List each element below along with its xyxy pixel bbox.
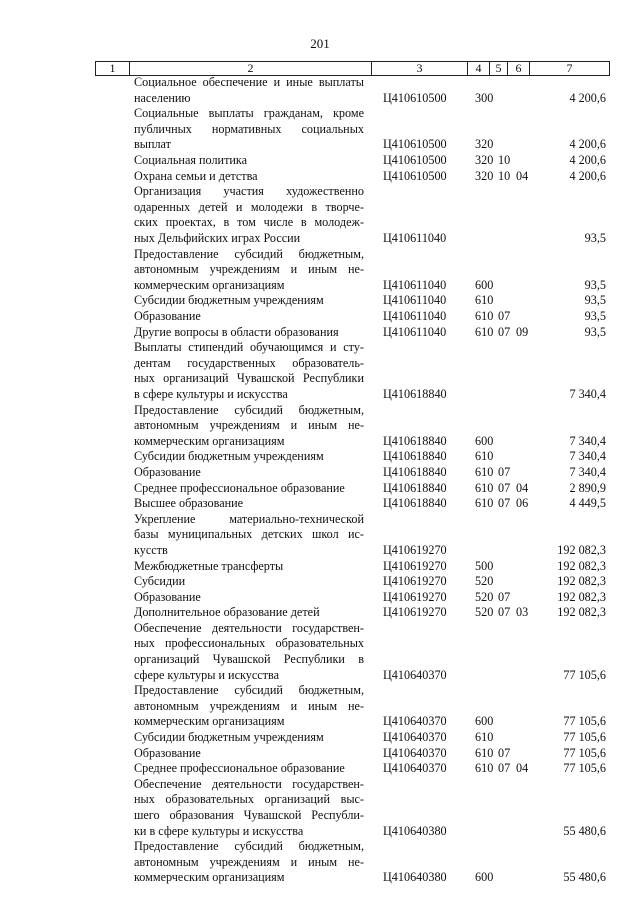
row-name-line: Укрепление материально-технической [134, 511, 364, 526]
row-name-line: населению [134, 90, 191, 105]
row-name-line: ных образовательных организаций выс- [134, 792, 364, 807]
row-sum: 4 449,5 [569, 496, 606, 511]
row-subsection: 04 [516, 168, 529, 183]
row-name [134, 449, 364, 465]
row-code: Ц410618840 [383, 386, 447, 401]
row-name [134, 761, 364, 777]
row-expense-type: 320 [475, 168, 494, 183]
row-name [134, 465, 364, 481]
row-code: Ц410610500 [383, 152, 447, 167]
row-sum: 4 200,6 [569, 137, 606, 152]
row-name-line: ных профессиональных образовательных [134, 636, 364, 651]
row-expense-type: 610 [475, 324, 494, 339]
row-name-line: автономным учреждениям и иным не- [134, 698, 364, 713]
row-expense-type: 610 [475, 480, 494, 495]
row-expense-type: 500 [475, 558, 494, 573]
row-name-line: Предоставление субсидий бюджетным, [134, 839, 364, 854]
row-section: 07 [498, 464, 511, 479]
table-row [0, 761, 640, 777]
header-col-7: 7 [529, 62, 610, 75]
row-name [134, 512, 364, 559]
row-code: Ц410610500 [383, 168, 447, 183]
row-sum: 192 082,3 [557, 558, 606, 573]
row-name-line: организаций Чувашской Республики в [134, 652, 364, 667]
row-code: Ц410611040 [383, 277, 447, 292]
table-row [0, 574, 640, 590]
table-row [0, 340, 640, 402]
row-code: Ц410640370 [383, 730, 447, 745]
table-row [0, 293, 640, 309]
row-section: 07 [498, 605, 511, 620]
row-name-line: Среднее профессиональное образование [134, 480, 345, 495]
row-sum: 55 480,6 [563, 870, 606, 885]
row-sum: 77 105,6 [563, 761, 606, 776]
row-name-line: Обеспечение деятельности государствен- [134, 620, 364, 635]
row-sum: 192 082,3 [557, 605, 606, 620]
table-body [0, 75, 640, 886]
row-name-line: ки в сфере культуры и искусства [134, 823, 304, 838]
table-row [0, 75, 640, 106]
table-row [0, 325, 640, 341]
row-name-line: выплат [134, 137, 171, 152]
row-name [134, 293, 364, 309]
row-code: Ц410618840 [383, 433, 447, 448]
table-row [0, 605, 640, 621]
table-row [0, 730, 640, 746]
row-sum: 77 105,6 [563, 730, 606, 745]
row-section: 07 [498, 761, 511, 776]
row-code: Ц410619270 [383, 605, 447, 620]
row-name-line: Среднее профессиональное образование [134, 761, 345, 776]
row-sum: 4 200,6 [569, 90, 606, 105]
row-code: Ц410640370 [383, 761, 447, 776]
row-name-line: базы муниципальных детских школ ис- [134, 527, 364, 542]
row-name [134, 746, 364, 762]
row-name-line: Обеспечение деятельности государствен- [134, 776, 364, 791]
row-section: 10 [498, 152, 511, 167]
table-row [0, 621, 640, 683]
row-name [134, 621, 364, 683]
row-expense-type: 600 [475, 714, 494, 729]
row-name-line: ных организаций Чувашской Республики [134, 371, 364, 386]
row-section: 10 [498, 168, 511, 183]
row-code: Ц410610500 [383, 90, 447, 105]
row-name-line: Образование [134, 308, 201, 323]
row-code: Ц410619270 [383, 574, 447, 589]
row-sum: 7 340,4 [569, 433, 606, 448]
row-code: Ц410618840 [383, 496, 447, 511]
header-col-5: 5 [489, 62, 507, 75]
table-row [0, 247, 640, 294]
row-name [134, 403, 364, 450]
row-code: Ц410619270 [383, 542, 447, 557]
row-name-line: дентам государственных образователь- [134, 355, 364, 370]
row-name [134, 559, 364, 575]
row-name [134, 309, 364, 325]
row-name-line: Высшее образование [134, 496, 244, 511]
row-section: 07 [498, 480, 511, 495]
row-name-line: в сфере культуры и искусства [134, 386, 288, 401]
row-expense-type: 610 [475, 293, 494, 308]
row-sum: 93,5 [584, 324, 606, 339]
row-sum: 192 082,3 [557, 574, 606, 589]
header-col-4: 4 [467, 62, 489, 75]
row-sum: 77 105,6 [563, 714, 606, 729]
row-expense-type: 320 [475, 137, 494, 152]
row-name-line: шего образования Чувашской Республи- [134, 808, 364, 823]
row-subsection: 06 [516, 496, 529, 511]
row-name [134, 730, 364, 746]
row-sum: 192 082,3 [557, 589, 606, 604]
row-expense-type: 610 [475, 308, 494, 323]
row-sum: 4 200,6 [569, 168, 606, 183]
row-name-line: ских проектах, в том числе в молодеж- [134, 215, 364, 230]
header-col-1: 1 [95, 62, 129, 75]
row-name-line: коммерческим организациям [134, 870, 285, 885]
row-section: 07 [498, 745, 511, 760]
row-sum: 7 340,4 [569, 449, 606, 464]
row-name-line: кусств [134, 542, 168, 557]
row-code: Ц410619270 [383, 589, 447, 604]
row-name-line: Предоставление субсидий бюджетным, [134, 402, 364, 417]
row-sum: 7 340,4 [569, 386, 606, 401]
row-sum: 93,5 [584, 308, 606, 323]
row-name-line: Социальное обеспечение и иные выплаты [134, 75, 364, 89]
row-name [134, 839, 364, 886]
row-name-line: Охрана семьи и детства [134, 168, 258, 183]
page-number: 201 [310, 36, 330, 51]
row-name [134, 169, 364, 185]
row-sum: 192 082,3 [557, 542, 606, 557]
row-name [134, 605, 364, 621]
row-name-line: Образование [134, 589, 201, 604]
row-name [134, 325, 364, 341]
row-name [134, 247, 364, 294]
row-code: Ц410618840 [383, 449, 447, 464]
row-expense-type: 610 [475, 496, 494, 511]
row-expense-type: 600 [475, 277, 494, 292]
row-expense-type: 320 [475, 152, 494, 167]
row-code: Ц410640370 [383, 667, 447, 682]
row-name-line: Субсидии [134, 574, 186, 589]
table-row [0, 512, 640, 559]
row-name-line: сфере культуры и искусства [134, 667, 279, 682]
row-name-line: автономным учреждениям и иным не- [134, 262, 364, 277]
table-row [0, 309, 640, 325]
row-name-line: Образование [134, 464, 201, 479]
header-col-3: 3 [371, 62, 467, 75]
row-section: 07 [498, 308, 511, 323]
row-name-line: коммерческим организациям [134, 277, 285, 292]
row-sum: 93,5 [584, 293, 606, 308]
table-row [0, 590, 640, 606]
row-name-line: Дополнительное образование детей [134, 605, 320, 620]
table-row [0, 777, 640, 839]
row-name [134, 340, 364, 402]
row-sum: 77 105,6 [563, 745, 606, 760]
row-section: 07 [498, 589, 511, 604]
row-name [134, 574, 364, 590]
row-expense-type: 610 [475, 730, 494, 745]
row-expense-type: 610 [475, 761, 494, 776]
row-name-line: Другие вопросы в области образования [134, 324, 339, 339]
row-section: 07 [498, 324, 511, 339]
row-name [134, 496, 364, 512]
row-name-line: Субсидии бюджетным учреждениям [134, 293, 324, 308]
table-row [0, 169, 640, 185]
row-sum: 2 890,9 [569, 480, 606, 495]
row-name [134, 153, 364, 169]
row-name-line: Субсидии бюджетным учреждениям [134, 730, 324, 745]
row-sum: 93,5 [584, 230, 606, 245]
row-sum: 7 340,4 [569, 464, 606, 479]
row-sum: 55 480,6 [563, 823, 606, 838]
row-expense-type: 520 [475, 605, 494, 620]
row-code: Ц410611040 [383, 230, 447, 245]
row-sum: 4 200,6 [569, 152, 606, 167]
row-name-line: Социальная политика [134, 152, 248, 167]
row-name [134, 106, 364, 153]
table-row [0, 746, 640, 762]
table-header [95, 61, 610, 76]
row-name-line: коммерческим организациям [134, 714, 285, 729]
row-subsection: 04 [516, 761, 529, 776]
row-code: Ц410618840 [383, 464, 447, 479]
row-name-line: одаренных детей и молодежи в творче- [134, 199, 364, 214]
header-col-2: 2 [129, 62, 371, 75]
row-name-line: публичных нормативных социальных [134, 121, 364, 136]
row-name-line: Организация участия художественно [134, 184, 364, 199]
row-code: Ц410618840 [383, 480, 447, 495]
table-row [0, 403, 640, 450]
row-name [134, 777, 364, 839]
row-section: 07 [498, 496, 511, 511]
table-row [0, 559, 640, 575]
row-name-line: Выплаты стипендий обучающимся и сту- [134, 340, 364, 355]
row-name-line: Межбюджетные трансферты [134, 558, 284, 573]
row-name-line: Субсидии бюджетным учреждениям [134, 449, 324, 464]
table-row [0, 153, 640, 169]
row-name-line: Предоставление субсидий бюджетным, [134, 246, 364, 261]
row-code: Ц410619270 [383, 558, 447, 573]
table-row [0, 496, 640, 512]
row-expense-type: 300 [475, 90, 494, 105]
row-name-line: Предоставление субсидий бюджетным, [134, 683, 364, 698]
row-code: Ц410611040 [383, 308, 447, 323]
row-code: Ц410611040 [383, 293, 447, 308]
row-name [134, 590, 364, 606]
row-name [134, 683, 364, 730]
row-code: Ц410640380 [383, 870, 447, 885]
table-row [0, 106, 640, 153]
header-col-6: 6 [507, 62, 529, 75]
row-subsection: 03 [516, 605, 529, 620]
row-name-line: Социальные выплаты гражданам, кроме [134, 106, 364, 121]
table-row [0, 184, 640, 246]
row-name-line: ных Дельфийских играх России [134, 230, 301, 245]
row-expense-type: 520 [475, 574, 494, 589]
row-name [134, 184, 364, 246]
row-expense-type: 610 [475, 464, 494, 479]
table-row [0, 481, 640, 497]
row-name [134, 75, 364, 106]
row-expense-type: 600 [475, 870, 494, 885]
table-row [0, 683, 640, 730]
row-name-line: Образование [134, 745, 201, 760]
row-expense-type: 600 [475, 433, 494, 448]
table-row [0, 465, 640, 481]
row-code: Ц410610500 [383, 137, 447, 152]
row-code: Ц410611040 [383, 324, 447, 339]
row-name [134, 481, 364, 497]
row-subsection: 04 [516, 480, 529, 495]
row-code: Ц410640370 [383, 714, 447, 729]
row-name-line: автономным учреждениям и иным не- [134, 418, 364, 433]
row-sum: 93,5 [584, 277, 606, 292]
row-code: Ц410640370 [383, 745, 447, 760]
row-name-line: коммерческим организациям [134, 433, 285, 448]
row-expense-type: 610 [475, 449, 494, 464]
row-expense-type: 520 [475, 589, 494, 604]
row-subsection: 09 [516, 324, 529, 339]
row-expense-type: 610 [475, 745, 494, 760]
row-sum: 77 105,6 [563, 667, 606, 682]
row-code: Ц410640380 [383, 823, 447, 838]
table-row [0, 449, 640, 465]
table-row [0, 839, 640, 886]
row-name-line: автономным учреждениям и иным не- [134, 854, 364, 869]
